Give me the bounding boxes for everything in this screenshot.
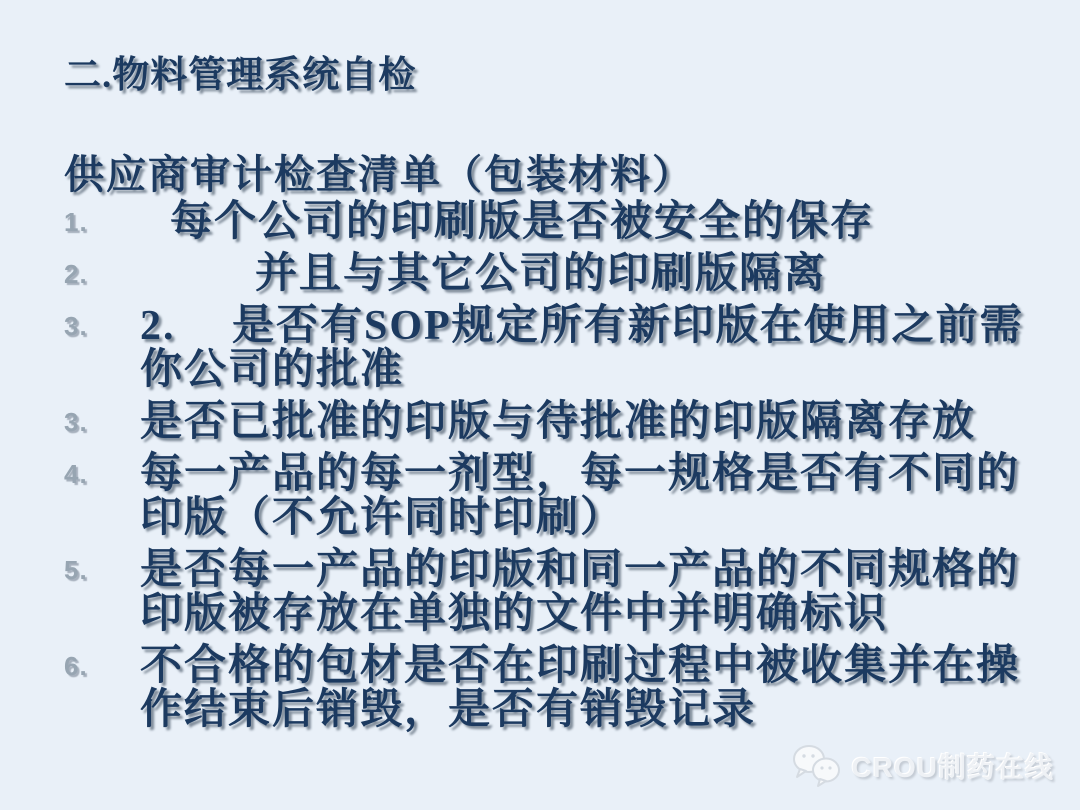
page-title: 二.物料管理系统自检 [64,55,417,96]
list-item-text: 2. 是否有SOP规定所有新印版在使用之前需你公司的批准 [140,303,1024,393]
list-item-text: 并且与其它公司的印刷版隔离 [255,251,828,297]
list-item [60,400,1060,444]
list-item-number: 4. [64,459,88,489]
list-item [60,548,1060,636]
list-item-number: 5. [64,555,88,585]
list-item-number: 2. [64,259,88,289]
list-item [60,304,1060,392]
list-item-text: 是否已批准的印版与待批准的印版隔离存放 [140,399,977,445]
watermark [790,742,1054,790]
watermark-label: CROU制药在线 [851,752,1054,783]
list-item [60,200,1060,244]
list-item-number: 3. [64,311,88,341]
list-item-number: 1. [64,207,88,237]
slide-subtitle: 供应商审计检查清单（包装材料） [64,152,694,197]
list-item-number: 6. [64,651,88,681]
list-item-text: 每一产品的每一剂型，每一规格是否有不同的印版（不允许同时印刷） [140,451,1021,541]
list-item [60,252,1060,296]
list-item-text: 不合格的包材是否在印刷过程中被收集并在操作结束后销毁，是否有销毁记录 [140,643,1021,733]
list-item [60,644,1060,732]
checklist [60,200,1060,740]
list-item [60,452,1060,540]
list-item-number: 3. [64,407,88,437]
list-item-text: 是否每一产品的印版和同一产品的不同规格的印版被存放在单独的文件中并明确标识 [140,547,1021,637]
wechat-icon [790,742,844,790]
list-item-text: 每个公司的印刷版是否被安全的保存 [170,199,875,245]
